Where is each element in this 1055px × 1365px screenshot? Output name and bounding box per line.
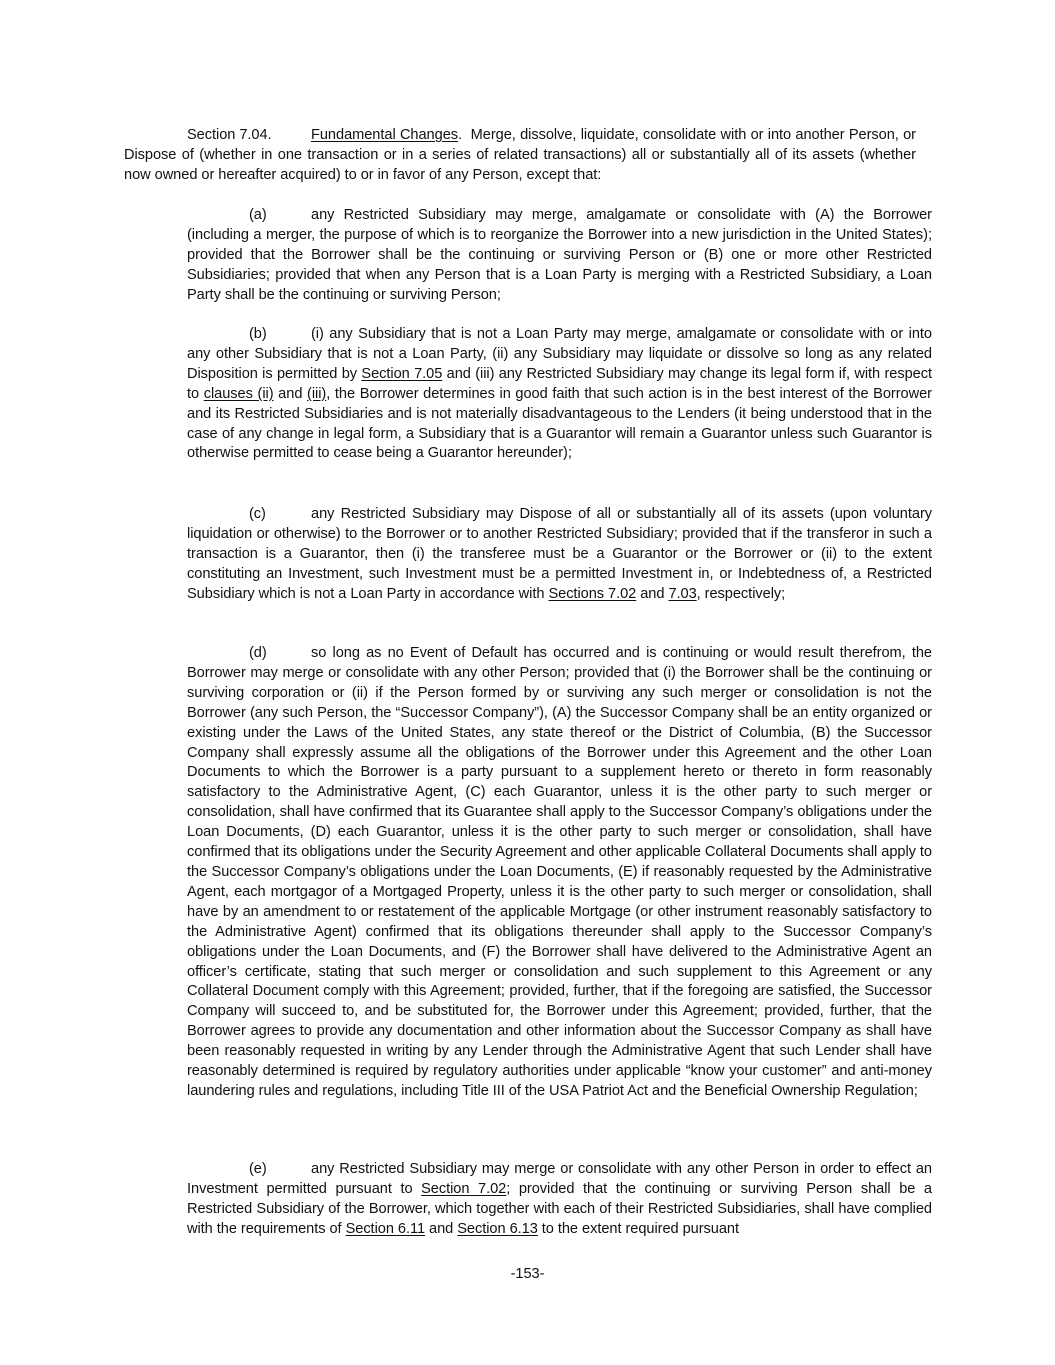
clause-b-ref-iii: (iii) <box>307 385 327 402</box>
clause-d-text: so long as no Event of Default has occurred and is continuing or would result therefrom, the Borrower may merge or consolidate with any other Person; provided that (i) the Borrower shall be the continuing or surviving corporation or (ii) if the Person formed by or surviving any such merger or consolidation is not the Borrower (any such Person, the “Successor Company”), (A) the Successor Company shall be an entity organized or existing under the Laws of the United States, any state thereof or the District of Columbia, (B) the Successor Company shall expressly assume all the obligations of the Borrower under this Agreement and the other Loan Documents to which the Borrower is a party pursuant to a supplement hereto or thereto in form reasonably satisfactory to the Administrative Agent, (C) each Guarantor, unless it is the other party to such merger or consolidation, shall have confirmed that its Guarantee shall apply to the Successor Company’s obligations under the Loan Documents, (D) each Guarantor, unless it is the other party to such merger or consolidation, shall have confirmed that its obligations under the Security Agreement and other applicable Collateral Documents shall apply to the Successor Company’s obligations under the Loan Documents, (E) if reasonably requested by the Administrative Agent, each mortgagor of a Mortgaged Property, unless it is the other party to such merger or consolidation, shall have by an amendment to or restatement of the applicable Mortgage (or other instrument reasonably satisfactory to the Administrative Agent) confirmed that its obligations thereunder shall apply to the Successor Company’s obligations under the Loan Documents, and (F) the Borrower shall have delivered to the Administrative Agent an officer’s certificate, stating that such merger or consolidation and such supplement to this Agreement or any Collateral Document comply with this Agreement; provided, further, that if the foregoing are satisfied, the Successor Company will succeed to, and be substituted for, the Borrower under this Agreement; provided, further, that the Borrower agrees to provide any documentation and other information about the Successor Company as shall have been reasonably requested in writing by any Lender through the Administrative Agent that such Lender shall have reasonably determined is required by regulatory authorities under applicable “know your customer” and anti-money laundering rules and regulations, including Title III of the USA Patriot Act and the Beneficial Ownership Regulation; <box>187 645 932 1099</box>
clause-e-text-3: and <box>425 1220 458 1237</box>
clause-b-text-3: and <box>273 385 308 402</box>
clause-c-ref-7-03: 7.03 <box>668 585 697 602</box>
clause-e <box>187 1160 932 1240</box>
clause-b-ref-section-7-05: Section 7.05 <box>361 365 443 382</box>
clause-b-text-1: (i) any Subsidiary that is not a Loan Party may merge, amalgamate or consolidate with or into any other Subsidiary that is not a Loan Party, (ii) any Subsidiary may liquidate or dissolve so long as any related Disposition is permitted by <box>187 326 932 382</box>
clause-c-text-3: , respectively; <box>696 585 786 602</box>
clause-c-text-1: any Restricted Subsidiary may Dispose of all or substantially all of its assets (upon voluntary liquidation or otherwise) to the Borrower or to another Restricted Subsidiary; provided that if the transferor in such a transaction is a Guarantor, then (i) the transferee must be a Guarantor or the Borrower or (ii) to the extent constituting an Investment, such Investment must be a permitted Investment in, or Indebtedness of, a Restricted Subsidiary which is not a Loan Party in accordance with <box>187 506 932 602</box>
clause-a-text: any Restricted Subsidiary may merge, amalgamate or consolidate with (A) the Borrower (including a merger, the purpose of which is to reorganize the Borrower into a new jurisdiction in the United States); provided that the Borrower shall be the continuing or surviving Person or (B) one or more other Restricted Subsidiaries; provided that when any Person that is a Loan Party is merging with a Restricted Subsidiary, a Loan Party shall be the continuing or surviving Person; <box>187 207 932 303</box>
clause-a-label: (a) <box>249 207 267 223</box>
section-7-04-intro <box>124 126 916 186</box>
clause-e-text-1: any Restricted Subsidiary may merge or consolidate with any other Person in order to effect an Investment permitted pursuant to <box>187 1161 932 1197</box>
clause-a <box>187 206 932 306</box>
section-title-period: . <box>458 127 463 143</box>
clause-e-ref-section-6-13: Section 6.13 <box>457 1220 538 1237</box>
section-intro-text: Merge, dissolve, liquidate, consolidate with or into another Person, or Dispose of (whether in one transaction or in a series of related transactions) all or substantially all of its assets (whether now owned or hereafter acquired) to or in favor of any Person, except that: <box>124 127 916 183</box>
page-number: -153- <box>510 1266 545 1282</box>
clause-c-ref-sections-7-02: Sections 7.02 <box>548 585 637 602</box>
clause-e-text-2: ; provided that the continuing or surviving Person shall be a Restricted Subsidiary of the Borrower, which together with each of their Restricted Subsidiaries, shall have complied with the requirements of <box>187 1180 932 1237</box>
clause-c <box>187 505 932 605</box>
clause-b-text-2: and (iii) any Restricted Subsidiary may change its legal form if, with respect to <box>187 365 932 402</box>
section-title: Fundamental Changes <box>311 127 459 143</box>
clause-b <box>187 325 932 464</box>
clause-d <box>187 644 932 1102</box>
clause-b-text-4: , the Borrower determines in good faith that such action is in the best interest of the Borrower and its Restricted Subsidiaries and is not materially disadvantageous to the Lenders (it being understood that in the case of any change in legal form, a Subsidiary that is a Guarantor will remain a Guarantor unless such Guarantor is otherwise permitted to cease being a Guarantor hereunder); <box>187 385 932 462</box>
clause-c-text-2: and <box>636 585 669 602</box>
clause-b-ref-clauses-ii: clauses (ii) <box>203 385 274 402</box>
clause-d-label: (d) <box>249 645 267 661</box>
clause-b-label: (b) <box>249 326 267 342</box>
clause-e-ref-section-6-11: Section 6.11 <box>345 1220 426 1237</box>
clause-c-label: (c) <box>249 506 266 522</box>
section-number: Section 7.04. <box>187 127 272 143</box>
clause-e-text-4: to the extent required pursuant <box>537 1220 740 1237</box>
clause-e-label: (e) <box>249 1161 267 1177</box>
clause-e-ref-section-7-02: Section 7.02 <box>421 1180 507 1197</box>
